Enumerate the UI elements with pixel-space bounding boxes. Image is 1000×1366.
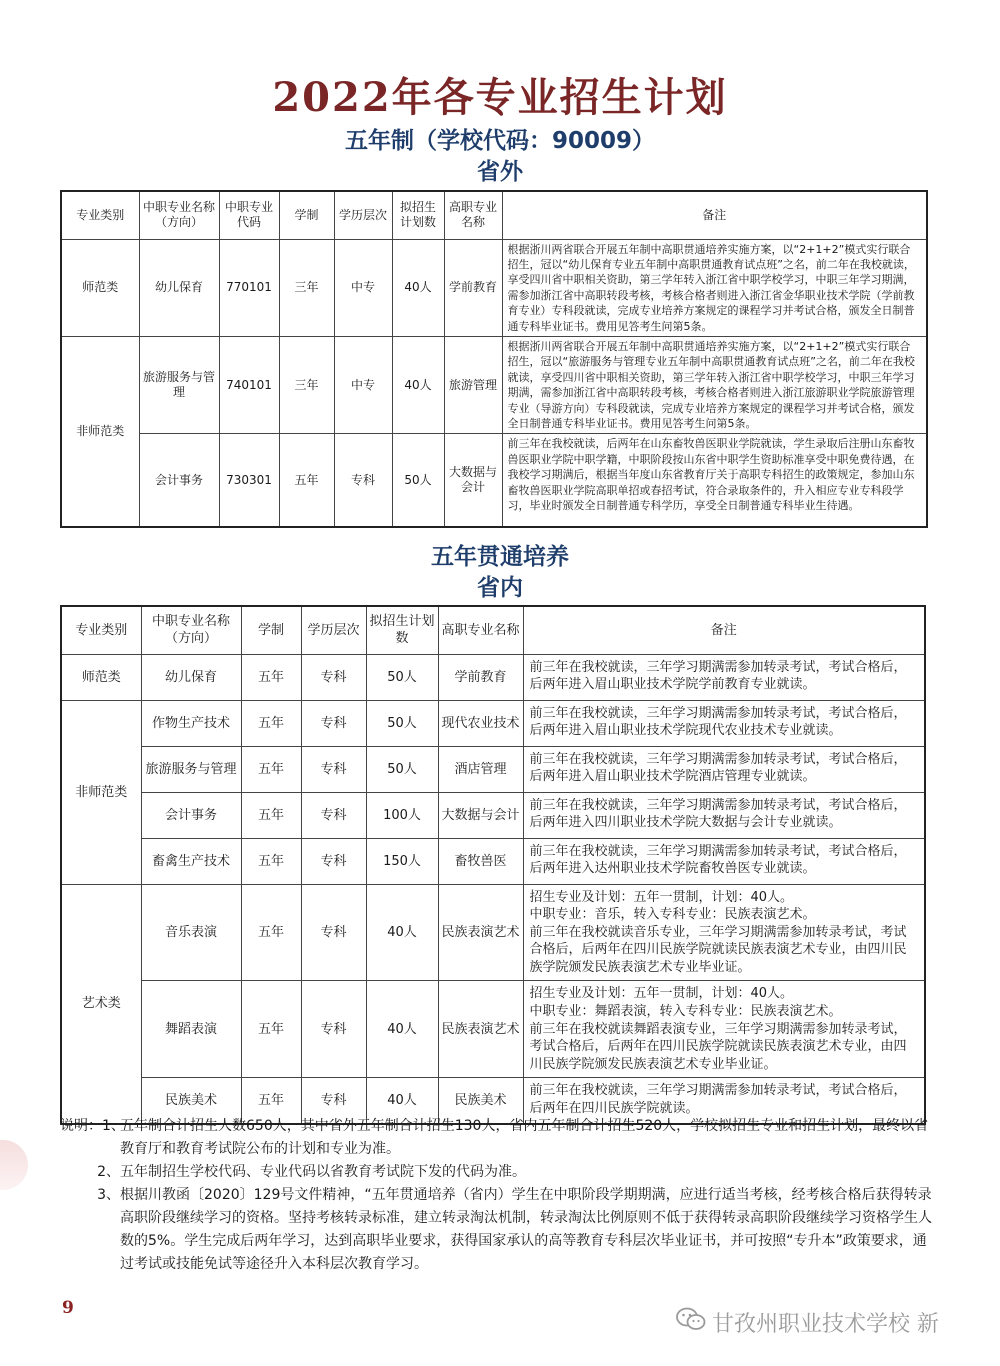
note-item: [60, 1184, 940, 1276]
section2-subheading: 省内: [477, 575, 523, 601]
page-title: 2022年各专业招生计划: [272, 74, 728, 121]
college-major-cell: 酒店管理: [438, 746, 523, 792]
quota-cell: 40人: [392, 336, 444, 433]
table-header-row: [61, 191, 927, 239]
note-text: 五年制招生学校代码、专业代码以省教育考试院下发的代码为准。: [120, 1164, 526, 1180]
watermark-text: 甘孜州职业技术学校 新: [712, 1311, 939, 1337]
header-cell: 拟招生计划数: [392, 191, 444, 239]
remark-cell: 根据浙川两省联合开展五年制中高职贯通培养实施方案，以“2+1+2”模式实行联合招生，冠以“幼儿保育专业五年制中高职贯通教育试点班”之名，前二年在我校就读，享受四川省中职相关资助，第三学年转入浙江省中职学校学习，中职三年学习期满，需参加浙江省中高职转段考核，考核合格者则进入浙江省金华职业技术学院（学前教育专业）专科段就读，完成专业培养方案规定的课程学习并考试合格，颁发全日制普通专科毕业证书。费用见答考生问第5条。: [502, 239, 927, 336]
table-row: [61, 434, 927, 527]
watermark: [676, 1306, 939, 1338]
duration-cell: 五年: [241, 981, 301, 1078]
section1-heading: 五年制（学校代码：90009）: [344, 128, 656, 154]
note-text: 根据川教函〔2020〕129号文件精神，“五年贯通培养（省内）学生在中职阶段学期期满，应进行适当考核，经考核合格后获得转录高职阶段继续学习的资格。坚持考核转录标准，建立转录淘汰机制，转录淘汰比例原则不低于获得转录高职阶段继续学习资格学生人数的5%。学生完成后两年学习，达到高职毕业要求，获得国家承认的高等教育专科层次毕业证书，并可按照“专升本”政策要求，通过考试或技能免试等途径升入本科层次教育学习。: [120, 1187, 932, 1272]
category-cell: 师范类: [61, 654, 141, 700]
remark-cell: 前三年在我校就读，后两年在山东畜牧兽医职业学院就读，学生录取后注册山东畜牧兽医职业学院中职学籍，中职阶段按山东省中职学生资助标准享受中职免费待遇，在我校学习期满后，根据当年度山东省教育厅关于高职专科招生的政策规定，参加山东畜牧兽医职业学院高职单招或春招考试，符合录取条件的，升入相应专业专科段学习，毕业时颁发全日制普通专科学历，享受全日制普通专科毕业生待遇。: [502, 434, 927, 527]
major-cell: 舞蹈表演: [141, 981, 241, 1078]
remark-cell: 前三年在我校就读，三年学习期满需参加转录考试，考试合格后，后两年进入眉山职业技术学院现代农业技术专业就读。: [523, 700, 925, 746]
college-major-cell: 学前教育: [444, 239, 502, 336]
header-cell: 学历层次: [301, 606, 366, 654]
category-cell: 艺术类: [61, 884, 141, 1124]
duration-cell: 五年: [241, 792, 301, 838]
table-row: [61, 981, 925, 1078]
major-cell: 会计事务: [139, 434, 219, 527]
level-cell: 专科: [301, 1078, 366, 1124]
level-cell: 专科: [301, 700, 366, 746]
major-cell: 旅游服务与管理: [139, 336, 219, 433]
notes-section: [60, 1115, 940, 1276]
quota-cell: 50人: [366, 654, 438, 700]
quota-cell: 40人: [392, 239, 444, 336]
remark-cell: 前三年在我校就读，三年学习期满需参加转录考试，考试合格后，后两年在四川民族学院就读。: [523, 1078, 925, 1124]
quota-cell: 50人: [366, 746, 438, 792]
table-row: [61, 884, 925, 981]
quota-cell: 50人: [366, 700, 438, 746]
note-item: [60, 1161, 940, 1184]
header-cell: 备注: [523, 606, 925, 654]
major-cell: 幼儿保育: [139, 239, 219, 336]
note-item: [60, 1115, 940, 1161]
quota-cell: 40人: [366, 884, 438, 981]
remark-cell: 前三年在我校就读，三年学习期满需参加转录考试，考试合格后，后两年进入眉山职业技术学院学前教育专业就读。: [523, 654, 925, 700]
duration-cell: 五年: [241, 654, 301, 700]
table-row: [61, 239, 927, 336]
college-major-cell: 畜牧兽医: [438, 838, 523, 884]
duration-cell: 五年: [241, 746, 301, 792]
note-prefix: 3、: [97, 1187, 120, 1203]
header-cell: 专业类别: [61, 191, 139, 239]
remark-cell: 根据浙川两省联合开展五年制中高职贯通培养实施方案，以“2+1+2”模式实行联合招生，冠以“旅游服务与管理专业五年制中高职贯通教育试点班”之名，前二年在我校就读，享受四川省中职相关资助，第三学年转入浙江省中职学校学习，中职三年学习期满，需参加浙江省中高职转段考核，考核合格者则进入浙江旅游职业学院旅游管理专业（导游方向）专科段就读，完成专业培养方案规定的课程学习并考试合格，颁发全日制普通专科毕业证书。费用见答考生问第5条。: [502, 336, 927, 433]
remark-cell: 前三年在我校就读，三年学习期满需参加转录考试，考试合格后，后两年进入眉山职业技术学院酒店管理专业就读。: [523, 746, 925, 792]
header-cell: 中职专业名称（方向）: [141, 606, 241, 654]
level-cell: 专科: [301, 654, 366, 700]
header-cell: 高职专业名称: [438, 606, 523, 654]
header-cell: 拟招生计划数: [366, 606, 438, 654]
out-of-province-table: [60, 190, 928, 528]
quota-cell: 150人: [366, 838, 438, 884]
page-number: 9: [62, 1298, 74, 1318]
major-cell: 会计事务: [141, 792, 241, 838]
quota-cell: 40人: [366, 981, 438, 1078]
remark-cell: 前三年在我校就读，三年学习期满需参加转录考试，考试合格后，后两年进入四川职业技术学院大数据与会计专业就读。: [523, 792, 925, 838]
college-major-cell: 大数据与会计: [438, 792, 523, 838]
duration-cell: 五年: [241, 884, 301, 981]
page-edge-decoration: [0, 1140, 28, 1190]
level-cell: 专科: [301, 792, 366, 838]
wechat-icon: [676, 1306, 706, 1338]
duration-cell: 三年: [279, 239, 334, 336]
table-row: [61, 336, 927, 433]
level-cell: 专科: [301, 981, 366, 1078]
header-cell: 备注: [502, 191, 927, 239]
table-row: [61, 838, 925, 884]
college-major-cell: 大数据与会计: [444, 434, 502, 527]
level-cell: 专科: [301, 746, 366, 792]
header-cell: 中职专业代码: [219, 191, 279, 239]
remark-cell: 招生专业及计划：五年一贯制，计划：40人。 中职专业：音乐，转入专科专业：民族表演艺术。 前三年在我校就读音乐专业，三年学习期满需参加转录考试，考试合格后，后两年在四川民族学院就读民族表演艺术专业，由四川民族学院颁发民族表演艺术专业毕业证。: [523, 884, 925, 981]
college-major-cell: 学前教育: [438, 654, 523, 700]
college-major-cell: 民族表演艺术: [438, 884, 523, 981]
code-cell: 730301: [219, 434, 279, 527]
section1-subheading: 省外: [477, 159, 523, 185]
level-cell: 专科: [301, 884, 366, 981]
header-cell: 学历层次: [334, 191, 392, 239]
level-cell: 专科: [301, 838, 366, 884]
duration-cell: 五年: [241, 1078, 301, 1124]
table-row: [61, 792, 925, 838]
table-row: [61, 700, 925, 746]
in-province-table: [60, 605, 926, 1125]
category-cell: 师范类: [61, 239, 139, 336]
college-major-cell: 民族美术: [438, 1078, 523, 1124]
table-row: [61, 654, 925, 700]
header-cell: 学制: [241, 606, 301, 654]
header-cell: 中职专业名称（方向）: [139, 191, 219, 239]
duration-cell: 三年: [279, 336, 334, 433]
category-cell: 非师范类: [61, 336, 139, 526]
duration-cell: 五年: [279, 434, 334, 527]
college-major-cell: 旅游管理: [444, 336, 502, 433]
major-cell: 作物生产技术: [141, 700, 241, 746]
note-prefix: 说明：1、: [60, 1118, 125, 1134]
remark-cell: 前三年在我校就读，三年学习期满需参加转录考试，考试合格后，后两年进入达州职业技术学院畜牧兽医专业就读。: [523, 838, 925, 884]
quota-cell: 100人: [366, 792, 438, 838]
major-cell: 音乐表演: [141, 884, 241, 981]
college-major-cell: 民族表演艺术: [438, 981, 523, 1078]
remark-cell: 招生专业及计划：五年一贯制，计划：40人。 中职专业：舞蹈表演，转入专科专业：民族表演艺术。 前三年在我校就读舞蹈表演专业，三年学习期满需参加转录考试，考试合格后，后两年在四川民族学院就读民族表演艺术专业，由四川民族学院颁发民族表演艺术专业毕业证。: [523, 981, 925, 1078]
major-cell: 幼儿保育: [141, 654, 241, 700]
table-row: [61, 746, 925, 792]
level-cell: 中专: [334, 239, 392, 336]
major-cell: 旅游服务与管理: [141, 746, 241, 792]
header-cell: 高职专业名称: [444, 191, 502, 239]
quota-cell: 40人: [366, 1078, 438, 1124]
duration-cell: 五年: [241, 700, 301, 746]
note-prefix: 2、: [97, 1164, 120, 1180]
code-cell: 740101: [219, 336, 279, 433]
header-cell: 学制: [279, 191, 334, 239]
level-cell: 中专: [334, 336, 392, 433]
table-header-row: [61, 606, 925, 654]
section2-heading: 五年贯通培养: [431, 544, 569, 570]
level-cell: 专科: [334, 434, 392, 527]
major-cell: 畜禽生产技术: [141, 838, 241, 884]
category-cell: 非师范类: [61, 700, 141, 884]
duration-cell: 五年: [241, 838, 301, 884]
college-major-cell: 现代农业技术: [438, 700, 523, 746]
quota-cell: 50人: [392, 434, 444, 527]
header-cell: 专业类别: [61, 606, 141, 654]
major-cell: 民族美术: [141, 1078, 241, 1124]
code-cell: 770101: [219, 239, 279, 336]
note-text: 五年制合计招生人数650人，其中省外五年制合计招生130人，省内五年制合计招生520人，学校拟招生专业和招生计划，最终以省教育厅和教育考试院公布的计划和专业为准。: [120, 1118, 929, 1157]
